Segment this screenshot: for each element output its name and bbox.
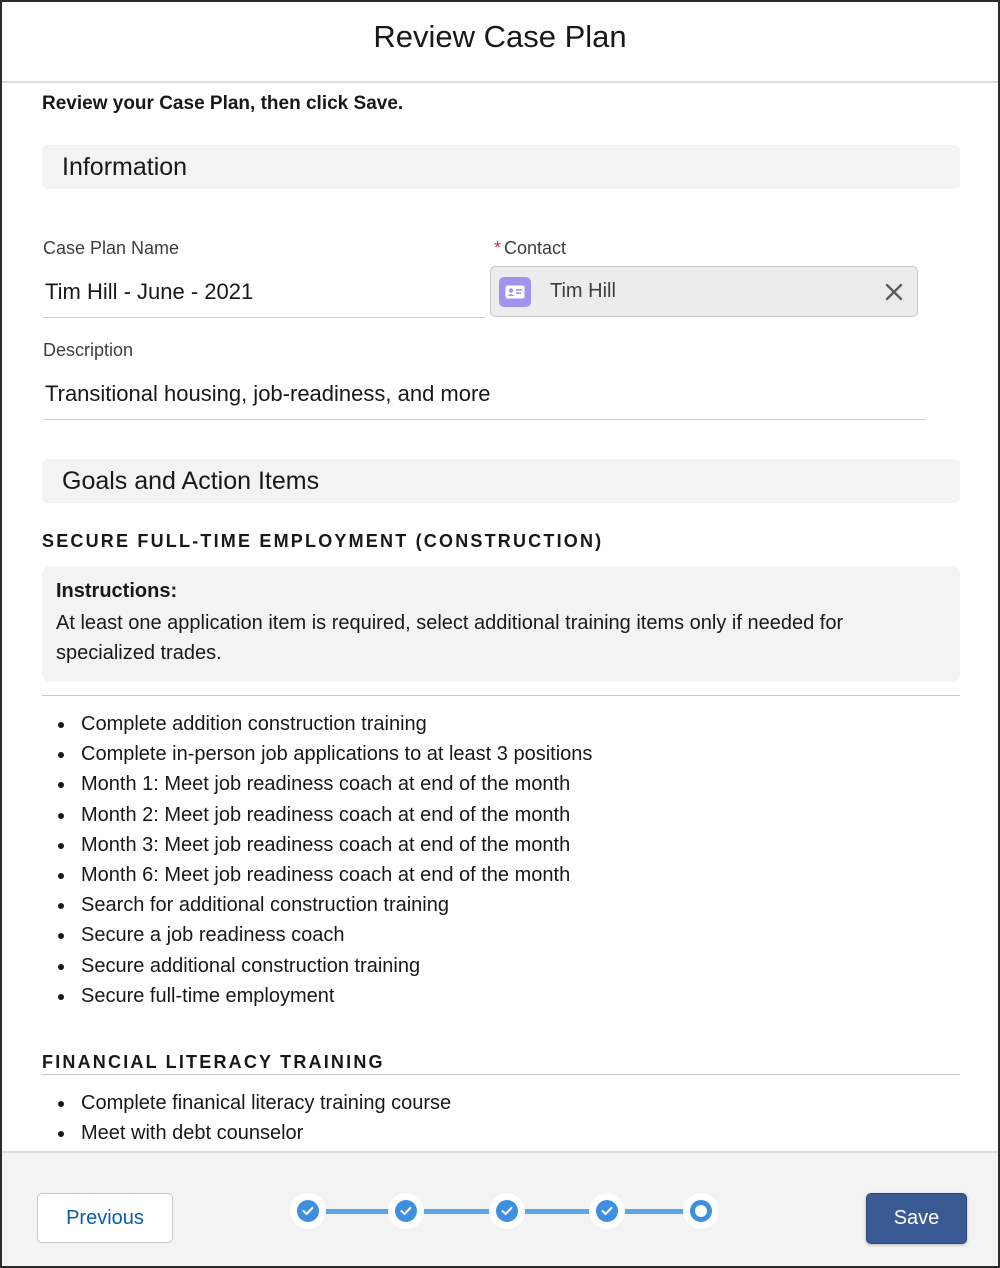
list-item: Meet with debt counselor (56, 1118, 451, 1148)
checkmark-icon (596, 1200, 618, 1222)
previous-button[interactable]: Previous (37, 1193, 173, 1243)
modal-footer (2, 1151, 998, 1268)
list-item: Month 6: Meet job readiness coach at end of the month (56, 860, 592, 890)
list-item: Complete in-person job applications to at least 3 positions (56, 739, 592, 769)
progress-step-4[interactable] (589, 1193, 625, 1229)
list-item: Complete finanical literacy training course (56, 1088, 451, 1118)
progress-step-1[interactable] (290, 1193, 326, 1229)
checkmark-icon (496, 1200, 518, 1222)
divider (42, 1074, 960, 1075)
list-item: Search for additional construction training (56, 890, 592, 920)
page-title: Review Case Plan (373, 18, 627, 54)
current-step-ring-icon (690, 1200, 712, 1222)
modal-header (2, 2, 998, 83)
description-field[interactable]: Transitional housing, job-readiness, and more (43, 381, 926, 420)
progress-step-5[interactable] (683, 1193, 719, 1229)
progress-step-3[interactable] (489, 1193, 525, 1229)
contact-lookup-pill[interactable] (490, 266, 918, 317)
case-plan-name-label: Case Plan Name (43, 238, 180, 258)
list-item: Month 1: Meet job readiness coach at end of the month (56, 769, 592, 799)
modal-body[interactable] (2, 83, 998, 1151)
intro-text: Review your Case Plan, then click Save. (42, 93, 404, 114)
list-item: Month 3: Meet job readiness coach at end of the month (56, 830, 592, 860)
list-item: Secure full-time employment (56, 981, 592, 1011)
instructions-text: At least one application item is required, select additional training items only if needed for specialized trades. (56, 612, 844, 664)
list-item: Month 2: Meet job readiness coach at end of the month (56, 800, 592, 830)
goal-action-items (56, 709, 592, 1011)
contact-label (494, 238, 566, 259)
goal-title: FINANCIAL LITERACY TRAINING (42, 1052, 385, 1072)
close-icon[interactable] (883, 281, 905, 303)
progress-step-2[interactable] (388, 1193, 424, 1229)
list-item: Secure additional construction training (56, 951, 592, 981)
progress-indicator (289, 1191, 721, 1231)
save-button[interactable]: Save (866, 1193, 967, 1244)
divider (42, 695, 960, 696)
contact-label-text: Contact (504, 238, 567, 258)
required-marker: * (494, 238, 502, 258)
instructions-heading: Instructions: (56, 580, 178, 602)
goal-action-items (56, 1088, 451, 1148)
goal-title: SECURE FULL-TIME EMPLOYMENT (CONSTRUCTION) (42, 531, 604, 551)
section-information-header: Information (42, 145, 960, 189)
contact-card-icon (499, 277, 531, 307)
list-item: Secure a job readiness coach (56, 920, 592, 950)
instructions-box (42, 566, 960, 682)
description-label: Description (43, 340, 134, 360)
case-plan-name-field[interactable]: Tim Hill - June - 2021 (43, 279, 485, 318)
list-item: Complete addition construction training (56, 709, 592, 739)
contact-name: Tim Hill (550, 280, 616, 302)
section-goals-header: Goals and Action Items (42, 459, 960, 503)
checkmark-icon (297, 1200, 319, 1222)
checkmark-icon (395, 1200, 417, 1222)
